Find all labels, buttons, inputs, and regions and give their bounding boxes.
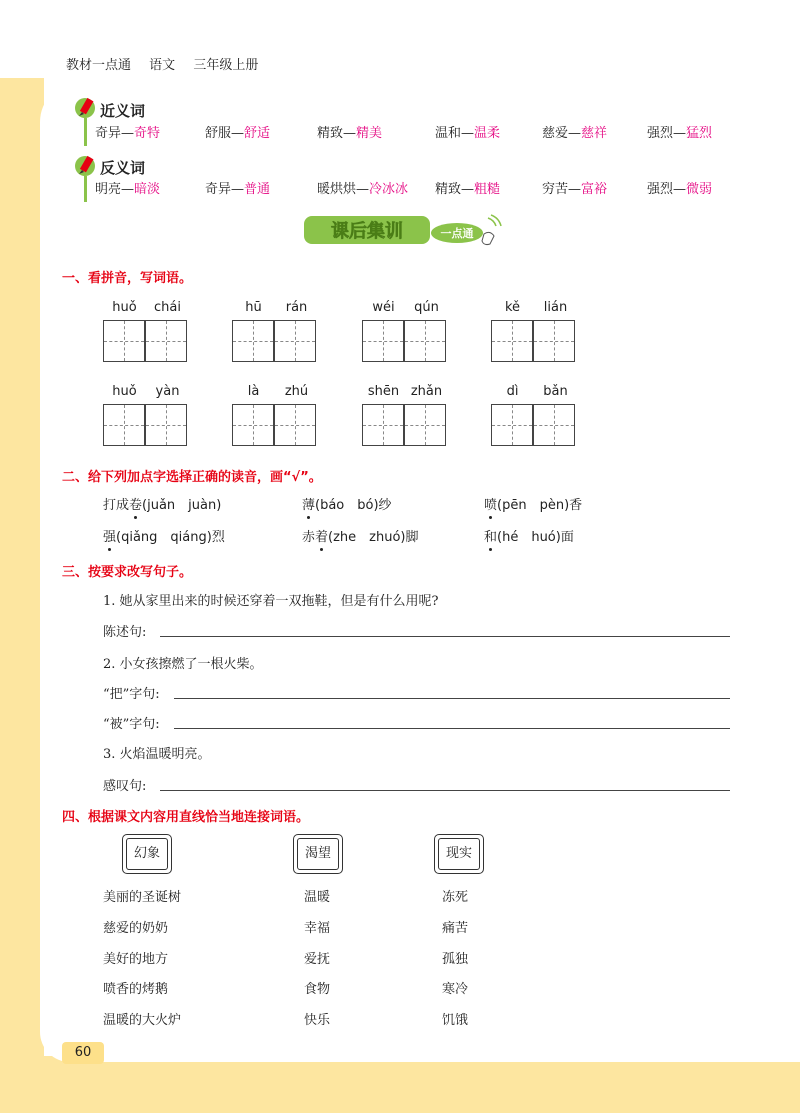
- header-grade: 三年级上册: [193, 58, 259, 73]
- writing-box[interactable]: [533, 320, 575, 362]
- hand-icon: [482, 232, 494, 244]
- dash: —: [673, 182, 687, 197]
- dotted-char: 强: [103, 530, 117, 545]
- word-pair: [205, 178, 270, 197]
- pinyin-syllable: shēn: [367, 384, 400, 399]
- writing-box[interactable]: [103, 404, 145, 446]
- dash: —: [356, 182, 370, 197]
- answer-line[interactable]: [174, 728, 730, 729]
- pencil-icon: [74, 154, 96, 178]
- pinyin-labels: [232, 384, 318, 402]
- dotted-char: 喷: [484, 498, 498, 513]
- signal-icon: [488, 215, 501, 226]
- page-bottom-band: [0, 1056, 800, 1113]
- word-base: 精致: [317, 126, 344, 141]
- word-base: 明亮: [95, 182, 122, 197]
- word-answer: 舒适: [244, 126, 271, 141]
- match-word[interactable]: 寒冷: [442, 982, 469, 997]
- match-word[interactable]: 喷香的烤鹅: [103, 982, 169, 997]
- word-suffix: 纱: [378, 498, 392, 513]
- dash: —: [231, 126, 245, 141]
- pinyin-labels: [232, 300, 318, 318]
- pinyin-options: (juǎn juàn): [142, 498, 222, 513]
- match-word[interactable]: 美丽的圣诞树: [103, 890, 182, 905]
- reading-choice[interactable]: [484, 494, 582, 513]
- q3-label-bei: “被”字句:: [103, 717, 160, 732]
- match-word[interactable]: 食物: [304, 982, 331, 997]
- q3-sentence-2: 2. 小女孩擦燃了一根火柴。: [103, 657, 263, 672]
- header-reality: 现实: [438, 838, 480, 870]
- writing-box[interactable]: [103, 320, 145, 362]
- pinyin-syllable: yàn: [155, 384, 180, 399]
- writing-box[interactable]: [145, 320, 187, 362]
- pinyin-syllable: huǒ: [112, 300, 137, 315]
- word-base: 穷苦: [542, 182, 569, 197]
- match-word[interactable]: 美好的地方: [103, 952, 169, 967]
- pinyin-syllable: rán: [285, 300, 308, 315]
- reading-choice[interactable]: [103, 494, 221, 513]
- pinyin-options: (zhe zhuó): [328, 530, 406, 545]
- header-desire: 渴望: [297, 838, 339, 870]
- header-subject: 语文: [149, 58, 176, 73]
- writing-box[interactable]: [232, 404, 274, 446]
- pinyin-options: (pēn pèn): [497, 498, 570, 513]
- banner-title: 课后集训: [331, 221, 403, 242]
- pinyin-syllable: qún: [414, 300, 439, 315]
- word-answer: 温柔: [474, 126, 501, 141]
- match-word[interactable]: 幸福: [304, 921, 331, 936]
- writing-box[interactable]: [362, 404, 404, 446]
- pinyin-syllable: kě: [504, 300, 521, 315]
- q3-label-ba: “把”字句:: [103, 687, 160, 702]
- answer-line[interactable]: [160, 790, 730, 791]
- word-prefix: 赤: [302, 530, 316, 545]
- synonym-title: 近义词: [100, 102, 146, 120]
- q3-label-exclaim: 感叹句:: [103, 779, 147, 794]
- pinyin-labels: [103, 300, 189, 318]
- antonym-side-line: [84, 176, 87, 202]
- reading-choice[interactable]: [103, 526, 225, 545]
- pinyin-options: (báo bó): [315, 498, 379, 513]
- pinyin-syllable: wéi: [372, 300, 395, 315]
- match-word[interactable]: 温暖: [304, 890, 331, 905]
- word-answer: 富裕: [581, 182, 608, 197]
- match-word[interactable]: 爱抚: [304, 952, 331, 967]
- word-pair: [205, 122, 270, 141]
- pinyin-syllable: dì: [506, 384, 519, 399]
- word-answer: 慈祥: [581, 126, 608, 141]
- word-answer: 暗淡: [134, 182, 161, 197]
- word-pair: [542, 122, 607, 141]
- writing-box[interactable]: [274, 320, 316, 362]
- q3-sentence-3: 3. 火焰温暖明亮。: [103, 747, 211, 762]
- word-pair: [647, 122, 712, 141]
- writing-box[interactable]: [362, 320, 404, 362]
- word-pair: [542, 178, 607, 197]
- reading-choice[interactable]: [302, 494, 392, 513]
- match-word[interactable]: 快乐: [304, 1013, 331, 1028]
- word-answer: 猛烈: [686, 126, 713, 141]
- word-base: 精致: [435, 182, 462, 197]
- reading-choice[interactable]: [484, 526, 574, 545]
- word-pair: [95, 178, 160, 197]
- dash: —: [121, 126, 135, 141]
- synonym-side-line: [84, 118, 87, 146]
- word-pair: [317, 122, 382, 141]
- word-base: 暖烘烘: [317, 182, 357, 197]
- dotted-char: 和: [484, 530, 498, 545]
- pinyin-syllable: lián: [543, 300, 568, 315]
- pinyin-syllable: là: [247, 384, 260, 399]
- word-base: 奇异: [205, 182, 232, 197]
- pinyin-labels: [103, 384, 189, 402]
- writing-box[interactable]: [145, 404, 187, 446]
- pinyin-labels: [491, 384, 577, 402]
- word-answer: 普通: [244, 182, 271, 197]
- q3-label-statement: 陈述句:: [103, 625, 147, 640]
- word-answer: 精美: [356, 126, 383, 141]
- pinyin-labels: [362, 300, 448, 318]
- pinyin-syllable: hū: [245, 300, 262, 315]
- word-base: 强烈: [647, 182, 674, 197]
- writing-box[interactable]: [491, 404, 533, 446]
- section-banner: [302, 212, 507, 248]
- page-header: [66, 54, 272, 73]
- match-word[interactable]: 冻死: [442, 890, 469, 905]
- match-word[interactable]: 慈爱的奶奶: [103, 921, 169, 936]
- pinyin-options: (hé huó): [497, 530, 561, 545]
- banner-tag: 一点通: [440, 227, 474, 240]
- word-pair: [647, 178, 712, 197]
- writing-box[interactable]: [404, 320, 446, 362]
- pinyin-syllable: bǎn: [543, 384, 568, 399]
- dotted-char: 卷: [129, 498, 143, 513]
- header-illusion: 幻象: [126, 838, 168, 870]
- pinyin-syllable: zhú: [284, 384, 309, 399]
- writing-box[interactable]: [274, 404, 316, 446]
- q1-title: 一、看拼音，写词语。: [62, 271, 193, 286]
- match-word[interactable]: 温暖的大火炉: [103, 1013, 182, 1028]
- match-word[interactable]: 饥饿: [442, 1013, 469, 1028]
- match-word[interactable]: 孤独: [442, 952, 469, 967]
- word-answer: 粗糙: [474, 182, 501, 197]
- word-base: 慈爱: [542, 126, 569, 141]
- q4-title: 四、根据课文内容用直线恰当地连接词语。: [62, 810, 310, 825]
- word-base: 温和: [435, 126, 462, 141]
- word-base: 舒服: [205, 126, 232, 141]
- dotted-char: 着: [315, 530, 329, 545]
- writing-box[interactable]: [404, 404, 446, 446]
- answer-line[interactable]: [174, 698, 730, 699]
- pinyin-syllable: huǒ: [112, 384, 137, 399]
- dash: —: [673, 126, 687, 141]
- antonym-title: 反义词: [100, 159, 146, 177]
- writing-box[interactable]: [491, 320, 533, 362]
- dash: —: [568, 126, 582, 141]
- reading-choice[interactable]: [302, 526, 419, 545]
- dotted-char: 薄: [302, 498, 316, 513]
- word-pair: [95, 122, 160, 141]
- word-pair: [317, 178, 408, 197]
- word-prefix: 打成: [103, 498, 130, 513]
- word-suffix: 脚: [405, 530, 419, 545]
- pinyin-syllable: zhǎn: [410, 384, 443, 399]
- word-answer: 微弱: [686, 182, 713, 197]
- q3-title: 三、按要求改写句子。: [62, 565, 193, 580]
- word-pair: [435, 178, 500, 197]
- word-suffix: 烈: [211, 530, 225, 545]
- word-pair: [435, 122, 500, 141]
- page-side-band: [0, 78, 44, 1113]
- word-base: 奇异: [95, 126, 122, 141]
- page-number: 60: [62, 1042, 104, 1064]
- dash: —: [568, 182, 582, 197]
- match-word[interactable]: 痛苦: [442, 921, 469, 936]
- dash: —: [461, 126, 475, 141]
- word-base: 强烈: [647, 126, 674, 141]
- q3-sentence-1: 1. 她从家里出来的时候还穿着一双拖鞋，但是有什么用呢?: [103, 594, 439, 609]
- q2-title: 二、给下列加点字选择正确的读音，画“√”。: [62, 470, 322, 485]
- word-answer: 奇特: [134, 126, 161, 141]
- dash: —: [231, 182, 245, 197]
- word-suffix: 面: [560, 530, 574, 545]
- pinyin-options: (qiǎng qiáng): [116, 530, 212, 545]
- pinyin-labels: [362, 384, 448, 402]
- dash: —: [461, 182, 475, 197]
- writing-box[interactable]: [232, 320, 274, 362]
- dash: —: [121, 182, 135, 197]
- word-suffix: 香: [569, 498, 583, 513]
- answer-line[interactable]: [160, 636, 730, 637]
- pinyin-syllable: chái: [154, 300, 181, 315]
- header-book: 教材一点通: [66, 58, 132, 73]
- word-answer: 冷冰冰: [369, 182, 409, 197]
- pinyin-labels: [491, 300, 577, 318]
- writing-box[interactable]: [533, 404, 575, 446]
- dash: —: [343, 126, 357, 141]
- pencil-icon: [74, 96, 96, 120]
